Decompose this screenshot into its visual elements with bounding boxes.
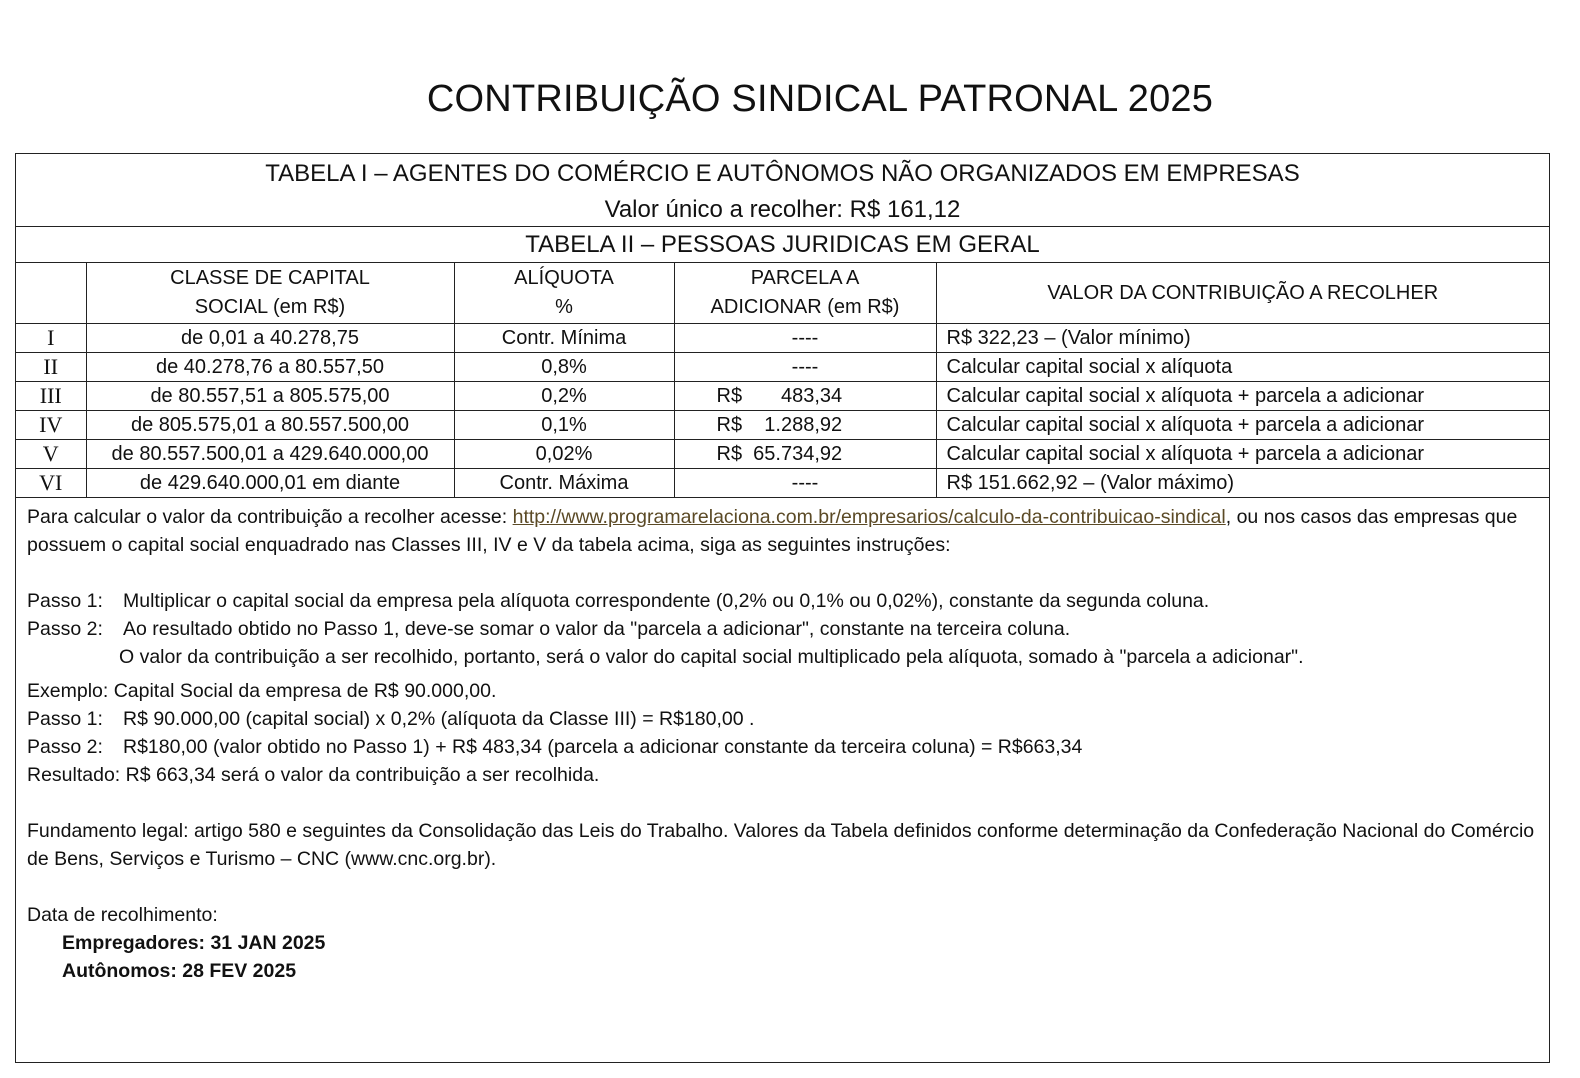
class-aliquota: 0,8% — [454, 353, 674, 382]
header-valor: VALOR DA CONTRIBUIÇÃO A RECOLHER — [936, 263, 1549, 324]
instruction-step-1: Passo 1: Multiplicar o capital social da empresa pela alíquota correspondente (0,2% ou 0,1% ou 0,02%), constante da segunda coluna. — [27, 590, 1210, 612]
class-number: I — [16, 324, 86, 353]
table1-section — [16, 154, 1549, 227]
payment-date-employers: Empregadores: 31 JAN 2025 — [62, 932, 326, 954]
class-range: de 0,01 a 40.278,75 — [86, 324, 454, 353]
table-row — [16, 469, 1549, 498]
class-parcela: ---- — [674, 469, 936, 498]
class-range: de 805.575,01 a 80.557.500,00 — [86, 411, 454, 440]
payment-date-label: Data de recolhimento: — [27, 904, 218, 926]
calculator-link[interactable]: http://www.programarelaciona.com.br/empresarios/calculo-da-contribuicao-sindical — [512, 506, 1226, 528]
class-parcela: ---- — [674, 353, 936, 382]
header-class-number — [16, 263, 86, 324]
class-aliquota: Contr. Mínima — [454, 324, 674, 353]
table1-title: TABELA I – AGENTES DO COMÉRCIO E AUTÔNOMOS NÃO ORGANIZADOS EM EMPRESAS — [265, 160, 1300, 187]
class-parcela: R$ 483,34 — [674, 382, 936, 411]
class-range: de 80.557,51 a 805.575,00 — [86, 382, 454, 411]
example-step-1: Passo 1: R$ 90.000,00 (capital social) x 0,2% (alíquota da Classe III) = R$180,00 . — [27, 708, 755, 730]
class-range: de 40.278,76 a 80.557,50 — [86, 353, 454, 382]
document-title: CONTRIBUIÇÃO SINDICAL PATRONAL 2025 — [426, 78, 1214, 120]
table-row — [16, 411, 1549, 440]
class-valor: R$ 322,23 – (Valor mínimo) — [936, 324, 1549, 353]
class-range: de 429.640.000,01 em diante — [86, 469, 454, 498]
table-row — [16, 440, 1549, 469]
class-aliquota: 0,1% — [454, 411, 674, 440]
table-row — [16, 353, 1549, 382]
table-row — [16, 324, 1549, 353]
class-number: V — [16, 440, 86, 469]
class-parcela: R$ 65.734,92 — [674, 440, 936, 469]
table-row — [16, 382, 1549, 411]
class-valor: Calcular capital social x alíquota — [936, 353, 1549, 382]
header-parcela: PARCELA A ADICIONAR (em R$) — [674, 263, 936, 324]
header-aliquota: ALÍQUOTA % — [454, 263, 674, 324]
class-aliquota: Contr. Máxima — [454, 469, 674, 498]
legal-basis: Fundamento legal: artigo 580 e seguintes da Consolidação das Leis do Trabalho. Valores da Tabela definidos conforme determinação da Confederação Nacional do Comércio de Bens, Serviços e Turismo – CNC (www.cnc.org.br). — [27, 820, 1535, 870]
instructions-intro: Para calcular o valor da contribuição a recolher acesse: http://www.programarelaciona.com.br/empresarios/calculo-da-contribuicao-sindical, ou nos casos das empresas que possuem o capital social enquadrado nas Classes III, IV e V da tabela acima, siga as seguintes instruções: — [27, 506, 1518, 556]
class-valor: Calcular capital social x alíquota + parcela a adicionar — [936, 440, 1549, 469]
example-step-2: Passo 2: R$180,00 (valor obtido no Passo 1) + R$ 483,34 (parcela a adicionar constante da terceira coluna) = R$663,34 — [27, 736, 1083, 758]
class-aliquota: 0,2% — [454, 382, 674, 411]
class-aliquota: 0,02% — [454, 440, 674, 469]
class-number: II — [16, 353, 86, 382]
instruction-step-2-note: O valor da contribuição a ser recolhido, portanto, será o valor do capital social multiplicado pela alíquota, somado à "parcela a adicionar". — [119, 646, 1304, 668]
example-intro: Exemplo: Capital Social da empresa de R$ 90.000,00. — [27, 680, 497, 702]
instructions-block — [27, 503, 1537, 985]
class-valor: Calcular capital social x alíquota + parcela a adicionar — [936, 411, 1549, 440]
class-range: de 80.557.500,01 a 429.640.000,00 — [86, 440, 454, 469]
class-number: VI — [16, 469, 86, 498]
class-valor: R$ 151.662,92 – (Valor máximo) — [936, 469, 1549, 498]
class-parcela: R$ 1.288,92 — [674, 411, 936, 440]
class-number: III — [16, 382, 86, 411]
instruction-step-2: Passo 2: Ao resultado obtido no Passo 1, deve-se somar o valor da "parcela a adicionar", constante na terceira coluna. — [27, 618, 1071, 640]
example-result: Resultado: R$ 663,34 será o valor da contribuição a ser recolhida. — [27, 764, 600, 786]
table2-title: TABELA II – PESSOAS JURIDICAS EM GERAL — [16, 227, 1549, 263]
table-header-row — [16, 263, 1549, 324]
class-number: IV — [16, 411, 86, 440]
class-parcela: ---- — [674, 324, 936, 353]
class-valor: Calcular capital social x alíquota + parcela a adicionar — [936, 382, 1549, 411]
header-classe: CLASSE DE CAPITAL SOCIAL (em R$) — [86, 263, 454, 324]
contribution-frame — [15, 153, 1550, 1063]
classes-table — [16, 262, 1549, 498]
table1-value: Valor único a recolher: R$ 161,12 — [604, 196, 961, 223]
payment-date-self-employed: Autônomos: 28 FEV 2025 — [62, 960, 297, 982]
